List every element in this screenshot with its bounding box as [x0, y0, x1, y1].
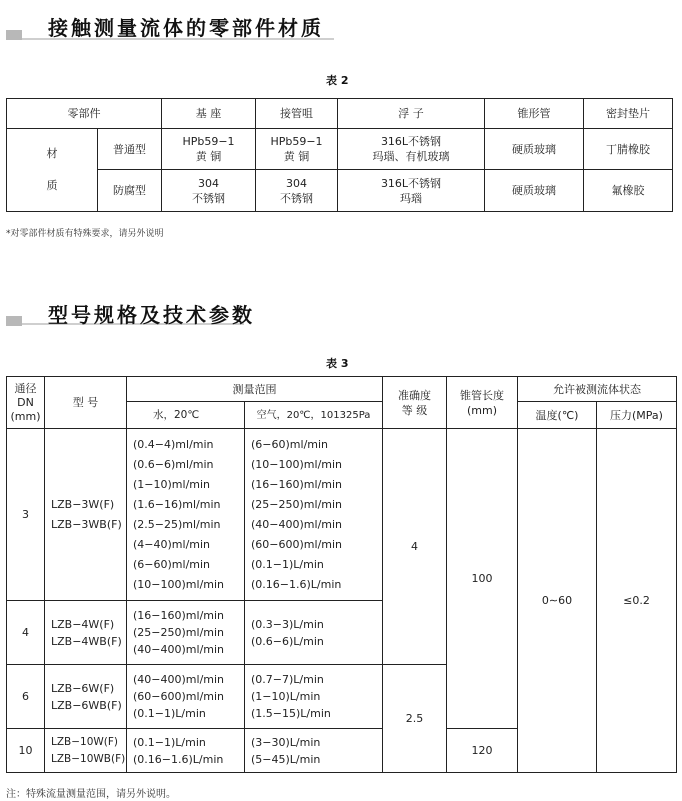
- air-range-cell: (0.7−7)L/min (1−10)L/min (1.5−15)L/min: [245, 665, 383, 729]
- material-label-1: 材: [46, 147, 58, 160]
- section1-marker-icon: [6, 30, 22, 40]
- row-type: 防腐型: [98, 170, 162, 212]
- model-cell: LZB−6W(F) LZB−6WB(F): [45, 665, 127, 729]
- cell-float: 316L不锈钢 玛瑙: [338, 170, 485, 212]
- header-temp: 温度(℃): [518, 402, 597, 429]
- section1-title: 接触测量流体的零部件材质: [48, 16, 324, 40]
- header-seal: 密封垫片: [584, 99, 673, 129]
- material-label-2: 质: [46, 179, 58, 192]
- table2-note: *对零部件材质有特殊要求，请另外说明: [6, 229, 164, 239]
- header-float: 浮 子: [338, 99, 485, 129]
- specs-table: [6, 376, 677, 773]
- dn-cell: 10: [7, 729, 45, 773]
- air-range-cell: (6−60)ml/min (10−100)ml/min (16−160)ml/min (25−250)ml/min (40−400)ml/min (60−600)ml/min (0.1−1)L/min (0.16−1.6)L/min: [245, 429, 383, 601]
- air-range-cell: (0.3−3)L/min (0.6−6)L/min: [245, 601, 383, 665]
- cell-seal: 丁腈橡胶: [584, 129, 673, 170]
- accuracy-cell: 4: [383, 429, 447, 665]
- cell-taper: 硬质玻璃: [485, 170, 584, 212]
- section2-title: 型号规格及技术参数: [48, 303, 255, 327]
- dn-cell: 4: [7, 601, 45, 665]
- water-range-cell: (16−160)ml/min (25−250)ml/min (40−400)ml/min: [127, 601, 245, 665]
- temp-cell: 0∼60: [518, 429, 597, 773]
- air-range-cell: (3−30)L/min (5−45)L/min: [245, 729, 383, 773]
- cell-base: HPb59−1 黄 铜: [162, 129, 256, 170]
- header-water: 水，20℃: [127, 402, 245, 429]
- header-parts: 零部件: [7, 99, 162, 129]
- table2-caption: 表 2: [326, 74, 349, 87]
- water-range-cell: (0.4−4)ml/min (0.6−6)ml/min (1−10)ml/min (1.6−16)ml/min (2.5−25)ml/min (4−40)ml/min (6−60)ml/min (10−100)ml/min: [127, 429, 245, 601]
- dn-cell: 6: [7, 665, 45, 729]
- row-type: 普通型: [98, 129, 162, 170]
- water-range-cell: (40−400)ml/min (60−600)ml/min (0.1−1)L/min: [127, 665, 245, 729]
- accuracy-cell: 2.5: [383, 665, 447, 773]
- cell-base: 304 不锈钢: [162, 170, 256, 212]
- header-dn: 通径 DN (mm): [7, 377, 45, 429]
- header-taper: 锥形管: [485, 99, 584, 129]
- pressure-cell: ≤0.2: [597, 429, 677, 773]
- cell-seal: 氟橡胶: [584, 170, 673, 212]
- cell-float: 316L不锈钢 玛瑙、有机玻璃: [338, 129, 485, 170]
- header-pressure: 压力(MPa): [597, 402, 677, 429]
- model-cell: LZB−10W(F) LZB−10WB(F): [45, 729, 127, 773]
- water-range-cell: (0.1−1)L/min (0.16−1.6)L/min: [127, 729, 245, 773]
- header-length: 锥管长度 (mm): [447, 377, 518, 429]
- cell-taper: 硬质玻璃: [485, 129, 584, 170]
- header-range: 测量范围: [127, 377, 383, 402]
- length-cell: 100: [447, 429, 518, 729]
- header-model: 型 号: [45, 377, 127, 429]
- section2-marker-icon: [6, 316, 22, 326]
- header-base: 基 座: [162, 99, 256, 129]
- header-nozzle: 接管咀: [256, 99, 338, 129]
- header-state: 允许被测流体状态: [518, 377, 677, 402]
- model-cell: LZB−3W(F) LZB−3WB(F): [45, 429, 127, 601]
- materials-table: [6, 98, 673, 212]
- cell-nozzle: HPb59−1 黄 铜: [256, 129, 338, 170]
- header-accuracy: 准确度 等 级: [383, 377, 447, 429]
- table3-note: 注：特殊流量测量范围，请另外说明。: [6, 789, 176, 800]
- table3-caption: 表 3: [326, 357, 349, 370]
- length-cell: 120: [447, 729, 518, 773]
- header-air: 空气，20℃，101325Pa: [245, 402, 383, 429]
- model-cell: LZB−4W(F) LZB−4WB(F): [45, 601, 127, 665]
- material-label: [7, 129, 98, 212]
- dn-cell: 3: [7, 429, 45, 601]
- cell-nozzle: 304 不锈钢: [256, 170, 338, 212]
